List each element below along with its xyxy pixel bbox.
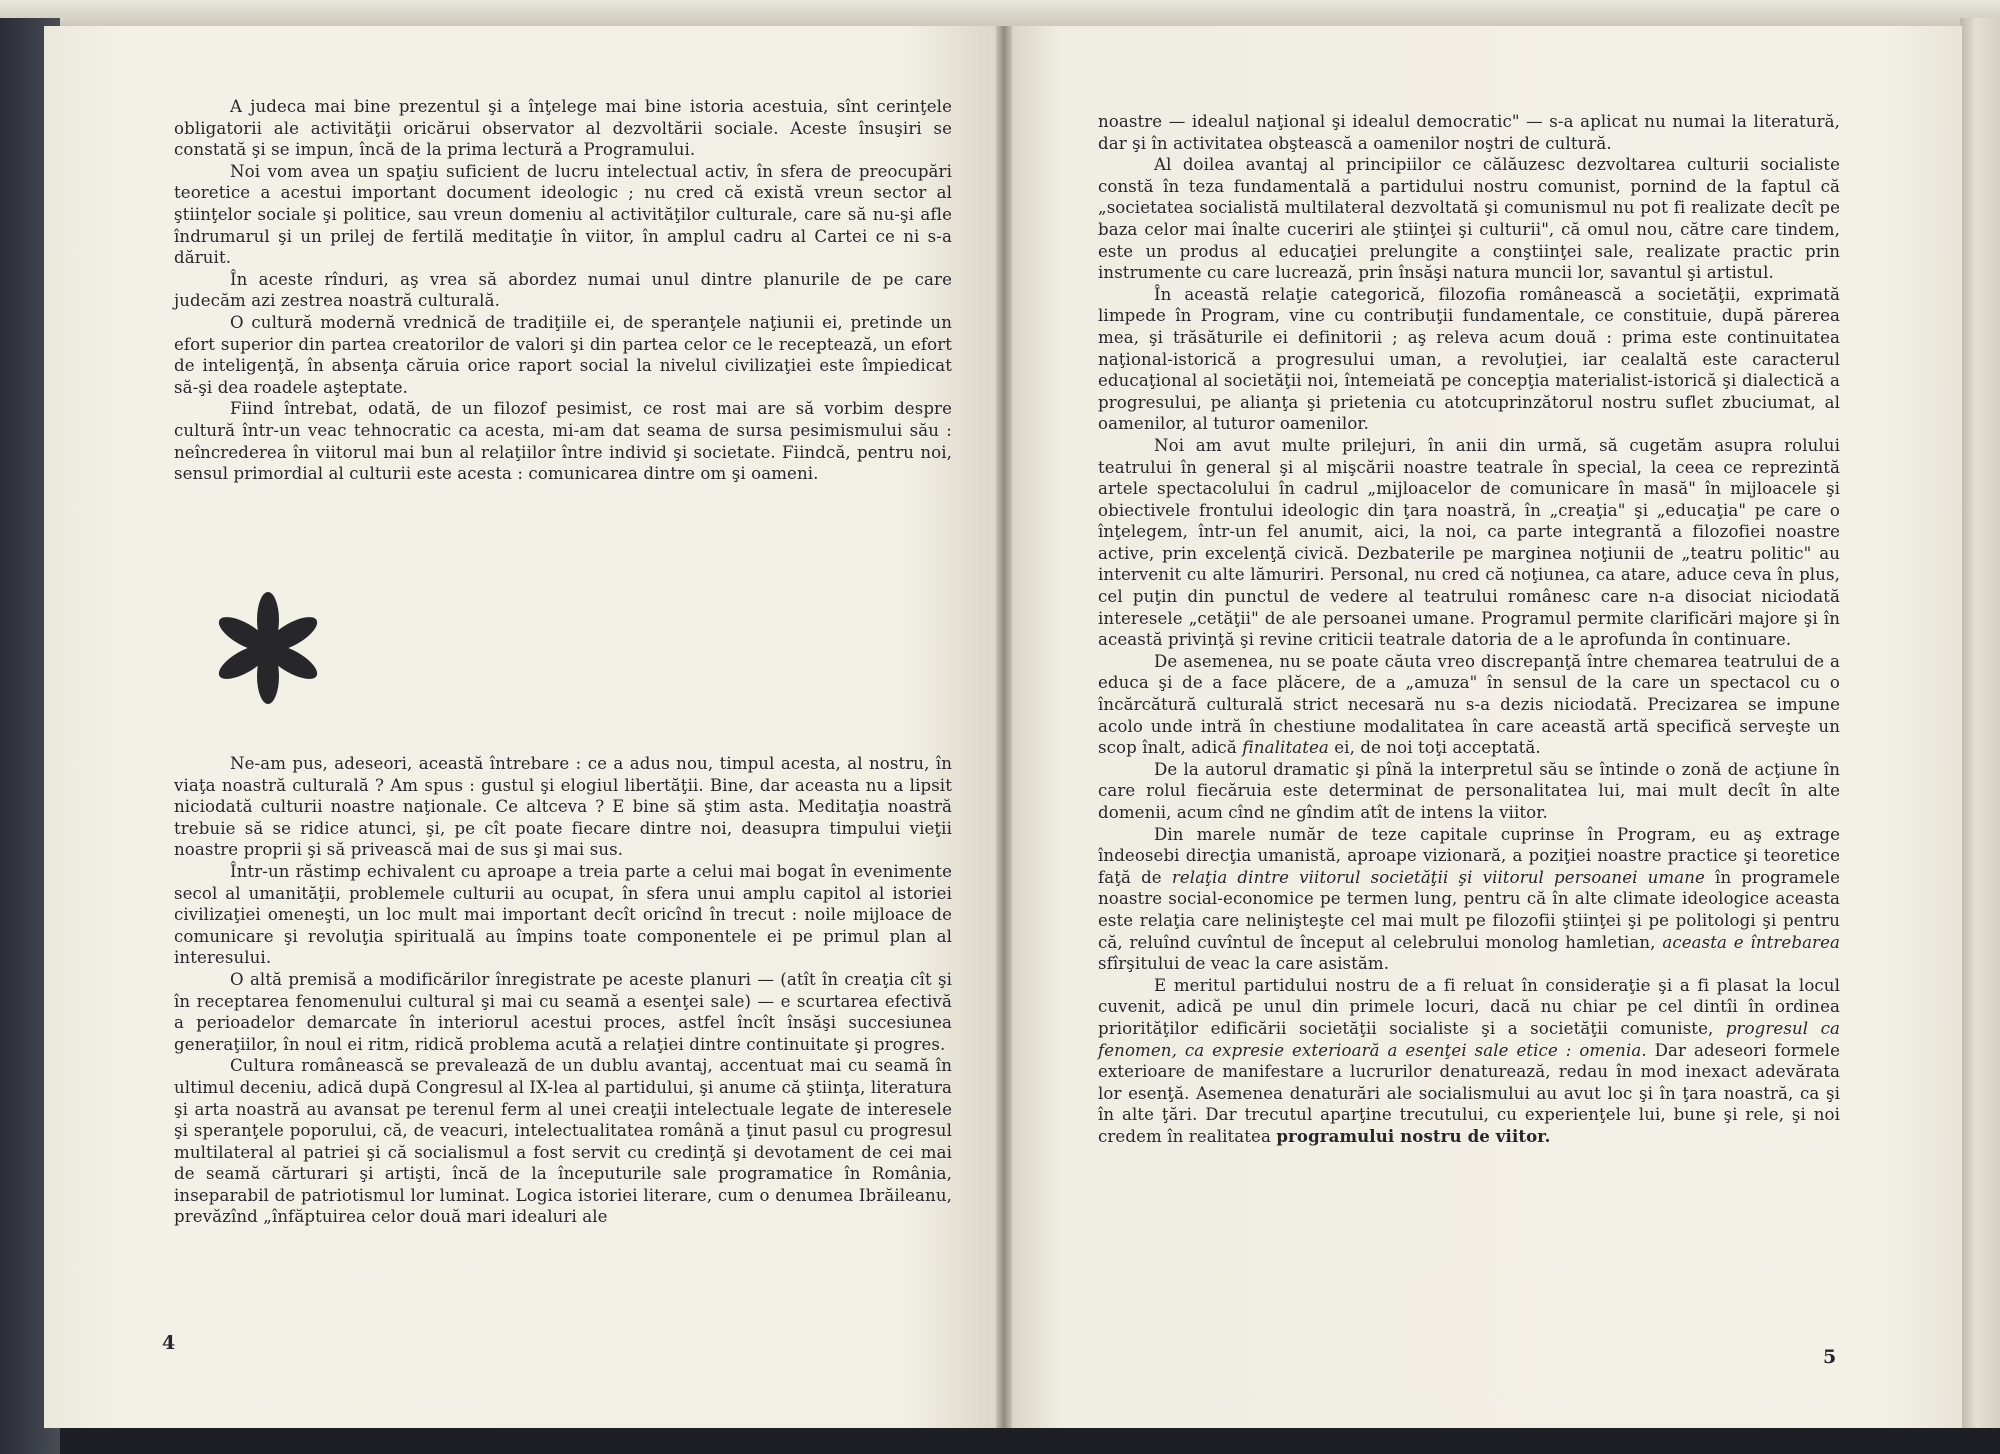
left-page xyxy=(44,26,1004,1428)
paragraph: O cultură modernă vrednică de tradiţiile ei, de speranţele naţiunii ei, pretinde un efort superior din partea creatorilor de valori şi din partea celor ce le receptează, un efort de inteligenţă, în absenţa căruia orice raport social la nivelul civilizaţiei este împiedicat să-şi dea roadele aşteptate. xyxy=(174,312,952,397)
italic-run: progresul ca fenomen, ca expresie exterioară a esenţei sale etice : omenia. xyxy=(1098,1018,1840,1060)
paragraph: noastre — idealul naţional şi idealul democratic" — s-a aplicat nu numai la literatură, dar şi în activitatea obştească a oamenilor noştri de cultură. xyxy=(1098,112,1840,153)
paragraph: În această relaţie categorică, filozofia românească a societăţii, exprimată limpede în Program, vine cu contribuţii fundamentale, ce constituie, după părerea mea, şi trăsăturile ei definitorii ; aş releva acum două : prima este continuitatea naţional-istorică a progresului uman, a revoluţiei, iar cealaltă este caracterul educaţional al societăţii noi, întemeiată pe concepţia materialist-istorică şi dialectică a progresului, pe alianţa şi prietenia cu atotcuprinzătorul nostru suflet zbuciumat, al oamenilor, al tuturor oamenilor. xyxy=(1098,284,1840,434)
paragraph: Noi vom avea un spaţiu suficient de lucru intelectual activ, în sfera de preocupări teoretice a acestui important document ideologic ; nu cred că există vreun sector al ştiinţelor sociale şi politice, sau vreun domeniu al activităţilor culturale, care să nu-şi afle îndrumarul şi un prilej de fertilă meditaţie în viitor, în amplul cadru al Cartei ce ni s-a dăruit. xyxy=(174,161,952,268)
paragraph xyxy=(1098,975,1840,1148)
paragraph: Într-un răstimp echivalent cu aproape a treia parte a celui mai bogat în evenimente secol al umanităţii, problemele culturii au ocupat, în sfera unui amplu capitol al istoriei civilizaţiei omeneşti, un loc mult mai important decît oricînd în trecut : noile mijloace de comunicare şi revoluţia spirituală au împins toate componentele ei pe primul plan al interesului. xyxy=(174,861,952,968)
paragraph xyxy=(1098,651,1840,759)
paragraph: De la autorul dramatic şi pînă la interpretul său se întinde o zonă de acţiune în care rolul fiecăruia este determinat de personalitatea lui, mai mult decît în alte domenii, acum cînd ne gîndim atît de intens la viitor. xyxy=(1098,759,1840,822)
text-run: Din marele număr de teze capitale cuprinse în Program, eu aş extrage îndeosebi direcţia umanistă, aproape vizionară, a poziţiei noastre practice şi teoretice faţă de xyxy=(1098,824,1840,887)
paragraph: Noi am avut multe prilejuri, în anii din urmă, să cugetăm asupra rolului teatrului în general şi al mişcării noastre teatrale în special, la ceea ce reprezintă artele spectacolului în cadrul „mijloacelor de comunicare în masă" în mijloacele şi obiectivele frontului ideologic din ţara noastră, în „creaţia" şi „educaţia" pe care o înţelegem, într-un fel anumit, aici, la noi, ca parte integrantă a filozofiei noastre active, prin excelenţă civică. Dezbaterile pe marginea noţiunii de „teatru politic" au intervenit cu alte lămuriri. Personal, nu cred că noţiunea, ca atare, aduce ceva în plus, cel puţin din punctul de vedere al teatrului românesc care n-a disociat niciodată interesele „cetăţii" de ale persoanei umane. Programul permite clarificări majore şi în această privinţă şi revine criticii teatrale datoria de a le aprofunda în continuare. xyxy=(1098,435,1840,650)
paragraph: Al doilea avantaj al principiilor ce călăuzesc dezvoltarea culturii socialiste constă în teza fundamentală a partidului nostru comunist, pornind de la faptul că „societatea socialistă multilateral dezvoltată şi comunismul nu pot fi realizate decît pe baza celor mai înalte cuceriri ale ştiinţei şi culturii", că omul nou, către care tindem, este un produs al educaţiei prelungite a conştiinţei sale, realizate practic prin instrumente cu care lucrează, prin însăşi natura muncii lor, savantul şi artistul. xyxy=(1098,155,1840,283)
right-page-text xyxy=(1098,111,1840,1148)
paragraph: În aceste rînduri, aş vrea să abordez numai unul dintre planurile de pe care judecăm azi zestrea noastră culturală. xyxy=(174,269,952,311)
text-run: sfîrşitului de veac la care asistăm. xyxy=(1098,954,1390,974)
page-number-left: 4 xyxy=(162,1332,176,1354)
text-run: Dar adeseori formele exterioare de manifestare a lucrurilor denaturează, redau în mod inexact adevărata lor esenţă. Asemenea denaturări ale socialismului au avut loc şi în ţara noastră, ca şi în alte ţări. Dar trecutul aparţine trecutului, cu experienţele lui, bune şi rele, şi noi credem în realitatea xyxy=(1098,1040,1840,1146)
text-run: în programele noastre social-economice pe termen lung, pentru că în alte climate ideologice aceasta este relaţia care nelinişteşte cel mai mult pe filozofii ştiinţei şi pe politologi şi pentru că, reluînd cuvîntul de început al celebrului monolog hamletian, xyxy=(1098,867,1841,952)
text-run: ei, de noi toţi acceptată. xyxy=(1334,738,1541,758)
paragraph xyxy=(1098,824,1840,975)
text-run: De asemenea, nu se poate căuta vreo discrepanţă între chemarea teatrului de a educa şi de a face plăcere, de a „amuza" în sensul de la care un spectacol cu o încărcătură culturală strict necesară nu s-a dezis niciodată. Precizarea se impune acolo unde intră în chestiune modalitatea în care această artă specifică serveşte un scop înalt, adică xyxy=(1098,651,1840,758)
right-page xyxy=(1004,26,1962,1428)
book-gutter xyxy=(996,26,1012,1428)
italic-run: finalitatea xyxy=(1242,738,1329,758)
left-page-text-top xyxy=(174,96,952,485)
paragraph: Cultura românească se prevalează de un dublu avantaj, accentuat mai cu seamă în ultimul deceniu, adică după Congresul al IX-lea al partidului, şi anume că ştiinţa, literatura şi arta noastră au avansat pe terenul ferm al unei creaţii intelectuale legate de interesele şi speranţele poporului, că, de veacuri, intelectualitatea română a ţinut pasul cu progresul multilateral al patriei şi că socialismul a fost servit cu credinţă şi devotament de cei mai de seamă cărturari şi artişti, încă de la începuturile sale programatice în România, inseparabil de patriotismul lor luminat. Logica istoriei literare, cum o denumea Ibrăileanu, prevăzînd „înfăptuirea celor două mari idealuri ale xyxy=(174,1056,952,1227)
italic-run: relaţia dintre viitorul societăţii şi viitorul persoanei umane xyxy=(1171,867,1705,887)
italic-run: aceasta e întrebarea xyxy=(1662,932,1841,952)
text-run: E meritul partidului nostru de a fi reluat în consideraţie şi a fi plasat la locul cuvenit, adică pe unul din primele locuri, dacă nu chiar pe cel dintîi în ordinea priorităţilor edificării societăţii socialiste şi a societăţii comuniste, xyxy=(1098,975,1840,1038)
paragraph: Ne-am pus, adeseori, această întrebare : ce a adus nou, timpul acesta, al nostru, în viaţa noastră culturală ? Am spus : gustul şi elogiul libertăţii. Bine, dar aceasta nu a lipsit niciodată culturii noastre naţionale. Ce altceva ? E bine să ştim asta. Meditaţia noastră trebuie să se ridice atunci, şi, pe cît poate fiecare dintre noi, deasupra timpului vieţii noastre proprii şi să privească mai de sus şi mai sus. xyxy=(174,754,952,860)
bold-run: programului nostru de viitor. xyxy=(1276,1125,1551,1146)
left-page-text-bottom xyxy=(174,753,952,1228)
paragraph: O altă premisă a modificărilor înregistrate pe aceste planuri — (atît în creaţia cît şi în receptarea fenomenului cultural şi mai cu seamă a esenţei sale) — e scurtarea efectivă a perioadelor demarcate în interiorul acestui proces, astfel încît însăşi succesiunea generaţiilor, în noul ei ritm, ridică problema acută a relaţiei dintre continuitate şi progres. xyxy=(174,969,952,1054)
page-number-right: 5 xyxy=(1823,1346,1837,1368)
book-page-edges xyxy=(1960,18,2000,1428)
paragraph: A judeca mai bine prezentul şi a înţelege mai bine istoria acestuia, sînt cerinţele obligatorii ale activităţii oricărui observator al dezvoltării sociale. Aceste însuşiri se constată şi se impun, încă de la prima lectură a Programului. xyxy=(174,97,952,160)
paragraph: Fiind întrebat, odată, de un filozof pesimist, ce rost mai are să vorbim despre cultură într-un veac tehnocratic ca acesta, mi-am dat seama de sursa pesimismului său : neîncrederea în viitorul mai bun al relaţiilor între individ şi societate. Fiindcă, pentru noi, sensul primordial al culturii este acesta : comunicarea dintre om şi oameni. xyxy=(174,399,952,484)
asterisk-ornament-icon xyxy=(208,588,328,708)
